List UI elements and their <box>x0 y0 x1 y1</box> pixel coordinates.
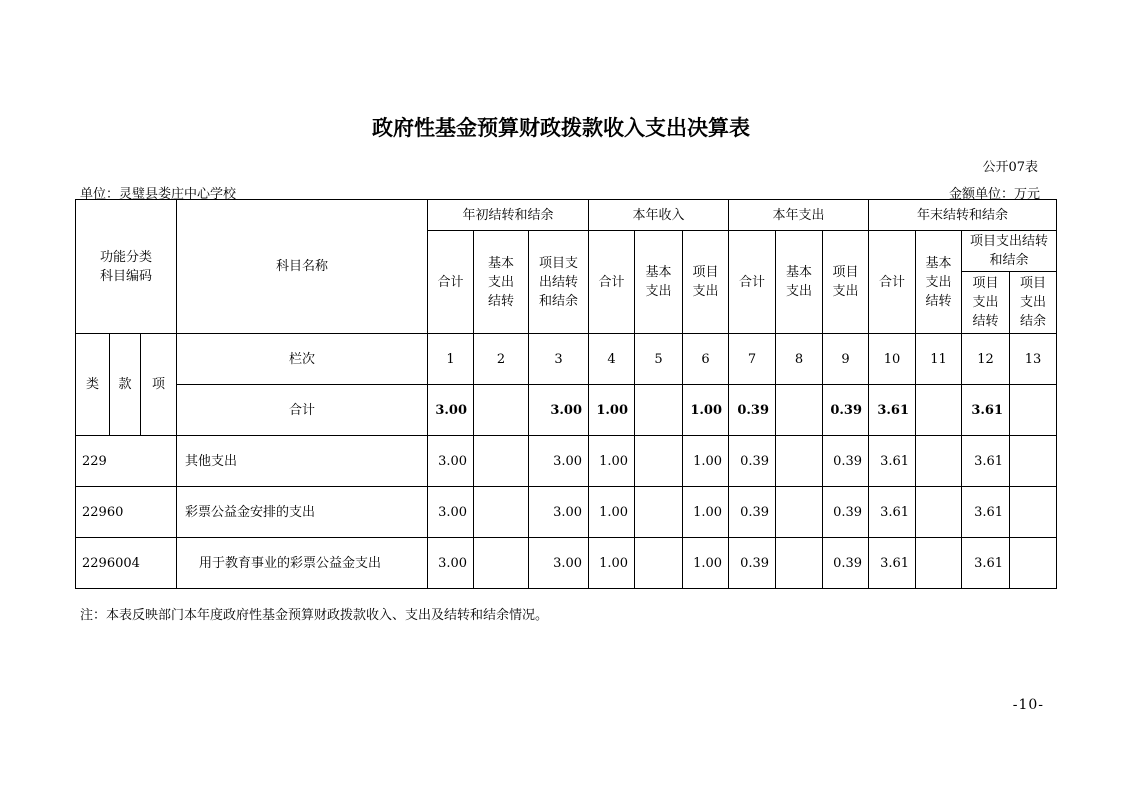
row-cell: 1.00 <box>589 436 635 487</box>
expense-total-header: 合计 <box>729 231 776 334</box>
table-code: 公开07表 <box>982 160 1038 175</box>
row-cell: 1.00 <box>683 538 729 589</box>
begin-project-carry-header: 项目支出结转和结余 <box>529 231 589 334</box>
total-cell: 3.00 <box>529 385 589 436</box>
row-cell <box>474 436 529 487</box>
total-cell: 1.00 <box>589 385 635 436</box>
row-cell: 3.61 <box>962 538 1010 589</box>
row-cell: 3.00 <box>428 538 474 589</box>
row-cell: 0.39 <box>729 487 776 538</box>
row-cell <box>916 436 962 487</box>
page-number: -10- <box>1012 697 1044 713</box>
total-cell: 0.39 <box>729 385 776 436</box>
table-row <box>76 436 1057 487</box>
row-cell <box>1010 538 1057 589</box>
total-cell: 3.00 <box>428 385 474 436</box>
row-cell <box>916 538 962 589</box>
group-end-header: 年末结转和结余 <box>869 200 1057 231</box>
row-cell: 0.39 <box>823 436 869 487</box>
table-row <box>76 538 1057 589</box>
total-cell <box>1010 385 1057 436</box>
expense-project-header: 项目支出 <box>823 231 869 334</box>
end-project-carry-header: 项目支出结转 <box>962 272 1010 334</box>
col-number: 1 <box>428 334 474 385</box>
row-cell: 3.61 <box>869 487 916 538</box>
row-cell: 3.00 <box>529 436 589 487</box>
row-cell: 1.00 <box>589 538 635 589</box>
col-number: 4 <box>589 334 635 385</box>
row-cell <box>776 436 823 487</box>
budget-table <box>75 199 1057 589</box>
col-number: 6 <box>683 334 729 385</box>
group-income-header: 本年收入 <box>589 200 729 231</box>
lanci-label: 栏次 <box>177 334 428 385</box>
col-number: 12 <box>962 334 1010 385</box>
row-name: 其他支出 <box>177 436 428 487</box>
row-code: 22960 <box>76 487 177 538</box>
row-cell: 3.00 <box>529 538 589 589</box>
row-cell: 3.61 <box>869 436 916 487</box>
row-cell: 0.39 <box>729 538 776 589</box>
row-cell <box>776 538 823 589</box>
row-code: 229 <box>76 436 177 487</box>
xiang-header: 项 <box>141 334 177 436</box>
table-row <box>76 487 1057 538</box>
group-begin-header: 年初结转和结余 <box>428 200 589 231</box>
end-total-header: 合计 <box>869 231 916 334</box>
row-cell: 3.61 <box>962 436 1010 487</box>
income-basic-header: 基本支出 <box>635 231 683 334</box>
row-cell <box>474 487 529 538</box>
kuan-header: 款 <box>110 334 141 436</box>
row-cell <box>635 487 683 538</box>
row-name: 用于教育事业的彩票公益金支出 <box>177 538 428 589</box>
subject-name-header: 科目名称 <box>177 200 428 334</box>
begin-basic-carry-header: 基本支出结转 <box>474 231 529 334</box>
row-cell: 3.61 <box>869 538 916 589</box>
row-cell: 1.00 <box>589 487 635 538</box>
expense-basic-header: 基本支出 <box>776 231 823 334</box>
end-project-surplus-header: 项目支出结余 <box>1010 272 1057 334</box>
lei-header: 类 <box>76 334 110 436</box>
group-expense-header: 本年支出 <box>729 200 869 231</box>
total-row-label: 合计 <box>177 385 428 436</box>
col-number: 9 <box>823 334 869 385</box>
total-cell: 3.61 <box>962 385 1010 436</box>
col-number: 11 <box>916 334 962 385</box>
footnote: 注：本表反映部门本年度政府性基金预算财政拨款收入、支出及结转和结余情况。 <box>80 608 549 623</box>
row-cell: 3.00 <box>428 487 474 538</box>
row-name: 彩票公益金安排的支出 <box>177 487 428 538</box>
end-project-carry-group-header: 项目支出结转和结余 <box>962 231 1057 272</box>
row-cell: 3.00 <box>428 436 474 487</box>
total-cell: 1.00 <box>683 385 729 436</box>
row-cell: 0.39 <box>823 538 869 589</box>
func-class-header: 功能分类科目编码 <box>76 200 177 334</box>
total-cell <box>474 385 529 436</box>
income-total-header: 合计 <box>589 231 635 334</box>
col-number: 13 <box>1010 334 1057 385</box>
total-cell <box>776 385 823 436</box>
row-cell <box>1010 487 1057 538</box>
row-cell <box>635 436 683 487</box>
row-cell: 3.00 <box>529 487 589 538</box>
row-cell <box>635 538 683 589</box>
col-number: 7 <box>729 334 776 385</box>
row-cell <box>916 487 962 538</box>
amount-unit: 金额单位：万元 <box>948 187 1040 202</box>
col-number: 5 <box>635 334 683 385</box>
row-cell: 1.00 <box>683 487 729 538</box>
row-cell <box>474 538 529 589</box>
unit-name: 单位：灵璧县娄庄中心学校 <box>80 187 237 202</box>
row-cell: 0.39 <box>729 436 776 487</box>
col-number: 8 <box>776 334 823 385</box>
col-number: 2 <box>474 334 529 385</box>
col-number: 10 <box>869 334 916 385</box>
total-cell <box>635 385 683 436</box>
row-code: 2296004 <box>76 538 177 589</box>
row-cell <box>1010 436 1057 487</box>
total-cell: 0.39 <box>823 385 869 436</box>
row-cell: 3.61 <box>962 487 1010 538</box>
row-cell: 0.39 <box>823 487 869 538</box>
report-title: 政府性基金预算财政拨款收入支出决算表 <box>372 116 750 140</box>
row-cell <box>776 487 823 538</box>
total-cell: 3.61 <box>869 385 916 436</box>
total-cell <box>916 385 962 436</box>
begin-total-header: 合计 <box>428 231 474 334</box>
row-cell: 1.00 <box>683 436 729 487</box>
end-basic-carry-header: 基本支出结转 <box>916 231 962 334</box>
col-number: 3 <box>529 334 589 385</box>
income-project-header: 项目支出 <box>683 231 729 334</box>
